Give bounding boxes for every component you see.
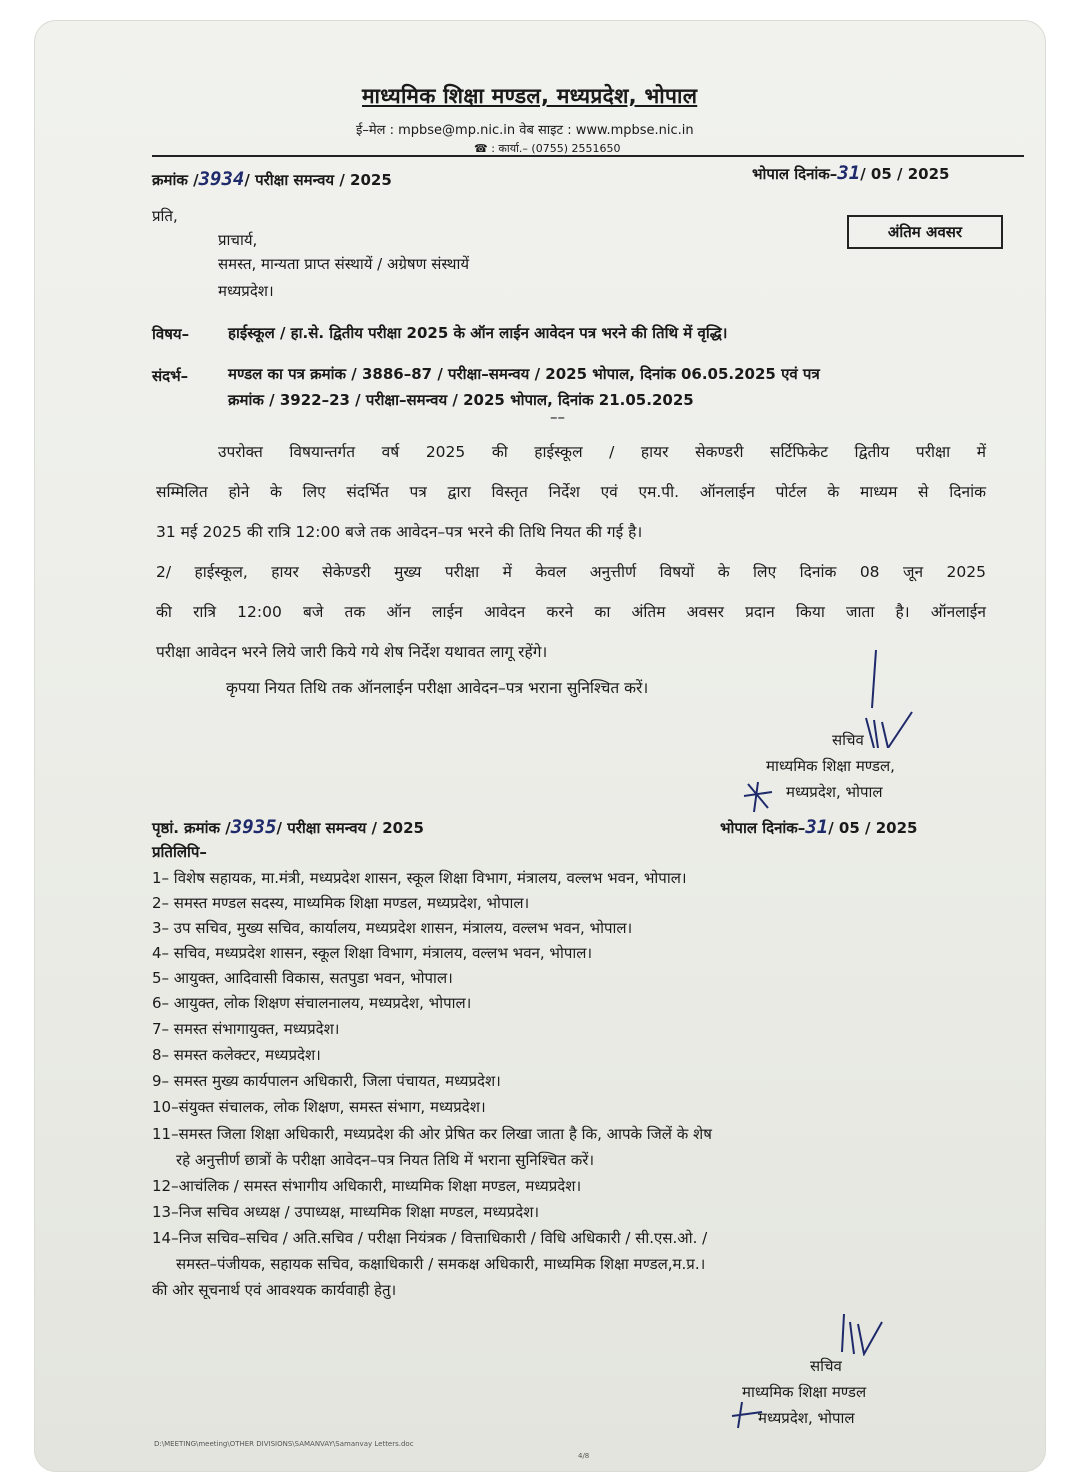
reference-line-2: क्रमांक / 3922–23 / परीक्षा–समन्वय / 2025 भोपाल, दिनांक 21.05.2025	[228, 391, 694, 409]
copy-item: 8– समस्त कलेक्टर, मध्यप्रदेश।	[152, 1046, 321, 1064]
copy-item: 3– उप सचिव, मुख्य सचिव, कार्यालय, मध्यप्रदेश शासन, मंत्रालय, वल्लभ भवन, भोपाल।	[152, 919, 633, 937]
header-divider	[152, 155, 1024, 157]
para1-line-2: सम्मिलित होने के लिए संदर्भित पत्र द्वारा विस्तृत निर्देश एवं एम.पी. ऑनलाईन पोर्टल के माध्यम से दिनांक	[156, 483, 986, 501]
to-line-3: मध्यप्रदेश।	[218, 282, 274, 300]
final-chance-stamp: अंतिम अवसर	[847, 215, 1003, 249]
board-title: माध्यमिक शिक्षा मण्डल, मध्यप्रदेश, भोपाल	[362, 84, 698, 108]
copy-item: 7– समस्त संभागायुक्त, मध्यप्रदेश।	[152, 1020, 340, 1038]
copy-ref-prefix: पृष्ठां. क्रमांक /	[152, 819, 231, 837]
subject-text: हाईस्कूल / हा.से. द्वितीय परीक्षा 2025 के ऑन लाईन आवेदन पत्र भरने की तिथि में वृद्धि।	[228, 324, 728, 342]
date-rest: / 05 / 2025	[860, 165, 950, 183]
copy-item: 5– आयुक्त, आदिवासी विकास, सतपुडा भवन, भोपाल।	[152, 969, 453, 987]
to-line-2: समस्त, मान्यता प्राप्त संस्थायें / अग्रेषण संस्थायें	[218, 255, 470, 273]
document-page	[34, 20, 1046, 1472]
copy-date-rest: / 05 / 2025	[828, 819, 918, 837]
copy-reference	[152, 816, 424, 838]
copy-item: 11–समस्त जिला शिक्षा अधिकारी, मध्यप्रदेश की ओर प्रेषित कर लिखा जाता है कि, आपके जिलें के शेष	[152, 1125, 712, 1143]
initials-mark-2	[730, 1400, 764, 1430]
copy-ref-suffix: / परीक्षा समन्वय / 2025	[276, 819, 424, 837]
ref-suffix: / परीक्षा समन्वय / 2025	[244, 171, 392, 189]
contact-email-website: ई–मेल : mpbse@mp.nic.in वेब साइट : www.mpbse.nic.in	[356, 123, 694, 138]
footer-file-path: D:\MEETING\meeting\OTHER DIVISIONS\SAMANVAY\Samanvay Letters.doc	[154, 1440, 414, 1448]
copy-closing-line: की ओर सूचनार्थ एवं आवश्यक कार्यवाही हेतु।	[152, 1281, 397, 1299]
reference-label: संदर्भ–	[152, 367, 189, 385]
para1-line-1: उपरोक्त विषयान्तर्गत वर्ष 2025 की हाईस्कूल / हायर सेकण्डरी सर्टिफिकेट द्वितीय परीक्षा में	[218, 443, 986, 461]
copy-item: 4– सचिव, मध्यप्रदेश शासन, स्कूल शिक्षा विभाग, मंत्रालय, वल्लभ भवन, भोपाल।	[152, 944, 593, 962]
para1-line-3: 31 मई 2025 की रात्रि 12:00 बजे तक आवेदन–पत्र भरने की तिथि नियत की गई है।	[156, 523, 643, 541]
letter-date	[752, 162, 949, 184]
reference-line-1: मण्डल का पत्र क्रमांक / 3886–87 / परीक्षा–समन्वय / 2025 भोपाल, दिनांक 06.05.2025 एवं पत्र	[228, 365, 820, 383]
signatory-place-2: मध्यप्रदेश, भोपाल	[758, 1409, 855, 1427]
separator-dash: ––	[550, 408, 565, 426]
para2-line-2: की रात्रि 12:00 बजे तक ऑन लाईन आवेदन करने का अंतिम अवसर प्रदान किया जाता है। ऑनलाईन	[156, 603, 986, 621]
date-day-handwritten: 31	[837, 162, 861, 184]
subject-label: विषय–	[152, 325, 190, 343]
para2-line-1: 2/ हाईस्कूल, हायर सेकेण्डरी मुख्य परीक्षा में केवल अनुत्तीर्ण विषयों के लिए दिनांक 08 जून 2025	[156, 563, 986, 581]
copy-item: 6– आयुक्त, लोक शिक्षण संचालनालय, मध्यप्रदेश, भोपाल।	[152, 994, 472, 1012]
copy-label: प्रतिलिपि–	[152, 843, 207, 861]
signatory-title-1: सचिव	[832, 731, 864, 749]
signatory-org-1: माध्यमिक शिक्षा मण्डल,	[766, 757, 895, 775]
copy-date-prefix: भोपाल दिनांक–	[720, 819, 806, 837]
copy-item-continuation: रहे अनुत्तीर्ण छात्रों के परीक्षा आवेदन–पत्र नियत तिथि में भराना सुनिश्चित करें।	[176, 1151, 595, 1169]
to-label: प्रति,	[152, 207, 178, 225]
copy-item: 14–निज सचिव–सचिव / अति.सचिव / परीक्षा नियंत्रक / वित्ताधिकारी / विधि अधिकारी / सी.एस.ओ. /	[152, 1229, 708, 1247]
signatory-place-1: मध्यप्रदेश, भोपाल	[786, 783, 883, 801]
signature-2	[834, 1312, 894, 1356]
copy-ref-number-handwritten: 3935	[230, 816, 277, 838]
letter-reference	[152, 168, 392, 190]
copy-item: 10–संयुक्त संचालक, लोक शिक्षण, समस्त संभाग, मध्यप्रदेश।	[152, 1098, 486, 1116]
to-line-1: प्राचार्य,	[218, 231, 258, 249]
copy-date	[720, 816, 917, 838]
copy-item: 1– विशेष सहायक, मा.मंत्री, मध्यप्रदेश शासन, स्कूल शिक्षा विभाग, मंत्रालय, वल्लभ भवन, भोपाल।	[152, 869, 687, 887]
copy-item-continuation: समस्त–पंजीयक, सहायक सचिव, कक्षाधिकारी / समकक्ष अधिकारी, माध्यमिक शिक्षा मण्डल,म.प्र.।	[176, 1255, 706, 1273]
contact-phone: ☎ : कार्या.– (0755) 2551650	[474, 142, 621, 155]
footer-page-number: 4/8	[578, 1452, 590, 1460]
initials-mark-1	[740, 778, 776, 814]
para3: कृपया नियत तिथि तक ऑनलाईन परीक्षा आवेदन–पत्र भराना सुनिश्चित करें।	[226, 679, 649, 697]
signatory-org-2: माध्यमिक शिक्षा मण्डल	[742, 1383, 867, 1401]
para2-line-3: परीक्षा आवेदन भरने लिये जारी किये गये शेष निर्देश यथावत लागू रहेंगे।	[156, 643, 548, 661]
copy-item: 2– समस्त मण्डल सदस्य, माध्यमिक शिक्षा मण्डल, मध्यप्रदेश, भोपाल।	[152, 894, 530, 912]
copy-item: 12–आचंलिक / समस्त संभागीय अधिकारी, माध्यमिक शिक्षा मण्डल, मध्यप्रदेश।	[152, 1177, 582, 1195]
copy-date-day-handwritten: 31	[805, 816, 829, 838]
date-prefix: भोपाल दिनांक–	[752, 165, 838, 183]
ref-prefix: क्रमांक /	[152, 171, 199, 189]
copy-item: 13–निज सचिव अध्यक्ष / उपाध्यक्ष, माध्यमिक शिक्षा मण्डल, मध्यप्रदेश।	[152, 1203, 540, 1221]
copy-item: 9– समस्त मुख्य कार्यपालन अधिकारी, जिला पंचायत, मध्यप्रदेश।	[152, 1072, 501, 1090]
ref-number-handwritten: 3934	[198, 168, 245, 190]
signatory-title-2: सचिव	[810, 1357, 842, 1375]
